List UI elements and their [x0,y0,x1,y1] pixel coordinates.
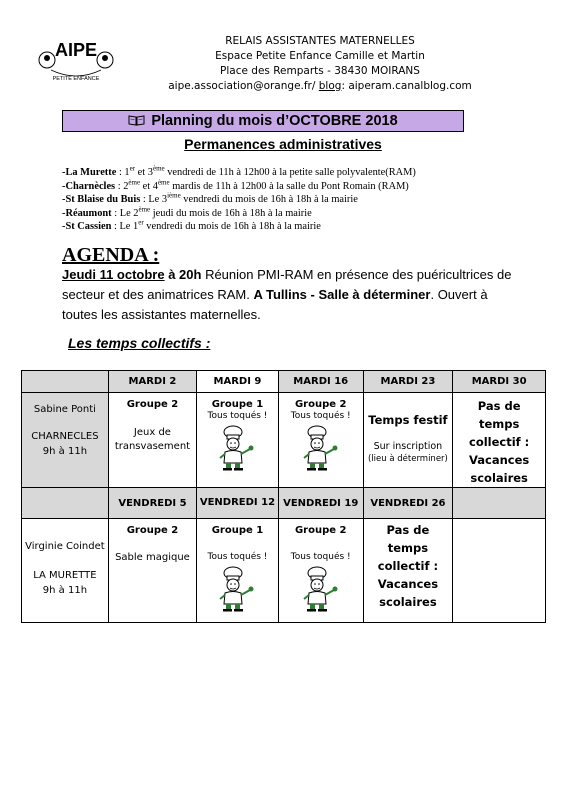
chef-cook-icon [217,566,257,612]
permanence-item: -Réaumont : Le 2ème jeudi du mois de 16h à 18h à la mairie [62,205,312,219]
permanence-item: -La Murette : 1er et 3ème vendredi de 11h à 12h00 à la petite salle polyvalente(RAM) [62,164,416,178]
calendar-table [21,370,546,623]
day-header: VENDREDI 19 [278,488,363,519]
day-header: VENDREDI 5 [108,488,196,519]
day-header: MARDI 9 [197,371,279,393]
page-title [62,110,464,132]
activity-cell: Groupe 2 Jeux de transvasement [108,393,196,488]
activity-cell: Pas de temps collectif : Vacances scolaires [453,393,546,488]
chef-cook-icon [301,425,341,471]
activity-cell: Groupe 2 Tous toqués ! [278,393,363,488]
activity-cell: Groupe 1 Tous toqués ! [197,393,279,488]
permanences-list [62,166,416,234]
subtitle: Permanences administratives [184,136,382,152]
header-email[interactable]: aipe.association@orange.fr/ [168,80,316,92]
activity-cell: Groupe 2 Sable magique [108,519,196,623]
empty-cell [453,519,546,623]
day-header: VENDREDI 26 [363,488,453,519]
header-line1: RELAIS ASSISTANTES MATERNELLES [225,35,415,47]
chef-cook-icon [217,425,257,471]
header-contact [150,79,490,94]
aipe-logo [37,36,115,84]
title-text: Planning du mois d’OCTOBRE 2018 [151,113,398,129]
activity-cell: Pas de temps collectif : Vacances scolaires [363,519,453,623]
permanence-item: -St Cassien : Le 1er vendredi du mois de 16h à 18h à la mairie [62,218,321,232]
activity-cell: Groupe 1 Tous toqués ! [197,519,279,623]
agenda-date: Jeudi 11 octobre [62,267,165,282]
animator-cell: Sabine Ponti CHARNECLES 9h à 11h [22,393,109,488]
book-icon [128,114,145,126]
temps-collectifs-heading: Les temps collectifs : [68,335,211,351]
header-blog-label: blog [318,80,342,92]
chef-cook-icon [301,566,341,612]
day-header: MARDI 23 [363,371,453,393]
agenda-text: Jeudi 11 octobre à 20h Réunion PMI-RAM en présence des puéricultrices de secteur et des animatrices RAM. A Tullins - Salle à déterminer. Ouvert à toutes les assistantes maternelles. [62,267,512,322]
header-line2: Espace Petite Enfance Camille et Martin [215,50,425,62]
animator-cell: Virginie Coindet LA MURETTE 9h à 11h [22,519,109,623]
corner-cell [22,371,109,393]
svg-text:PETITE ENFANCE: PETITE ENFANCE [52,76,100,82]
header-line3: Place des Remparts - 38430 MOIRANS [220,65,420,77]
activity-cell: Temps festif Sur inscription (lieu à déterminer) [363,393,453,488]
day-header: MARDI 2 [108,371,196,393]
header-blog-url[interactable]: : aiperam.canalblog.com [341,80,472,92]
svg-text:AIPE: AIPE [54,40,98,60]
permanence-item: -Charnècles : 2ème et 4ème mardis de 11h à 12h00 à la salle du Pont Romain (RAM) [62,178,409,192]
day-header: VENDREDI 12 [197,488,279,519]
activity-cell: Groupe 2 Tous toqués ! [278,519,363,623]
permanence-item: -St Blaise du Buis : Le 3ième vendredi du mois de 16h à 18h à la mairie [62,191,358,205]
agenda-location: A Tullins - Salle à déterminer [253,287,431,302]
agenda-time: à 20h [164,267,202,282]
header-block [150,34,490,94]
day-header [453,488,546,519]
day-header: MARDI 16 [278,371,363,393]
agenda-heading: AGENDA : [62,244,160,266]
corner-cell [22,488,109,519]
day-header: MARDI 30 [453,371,546,393]
